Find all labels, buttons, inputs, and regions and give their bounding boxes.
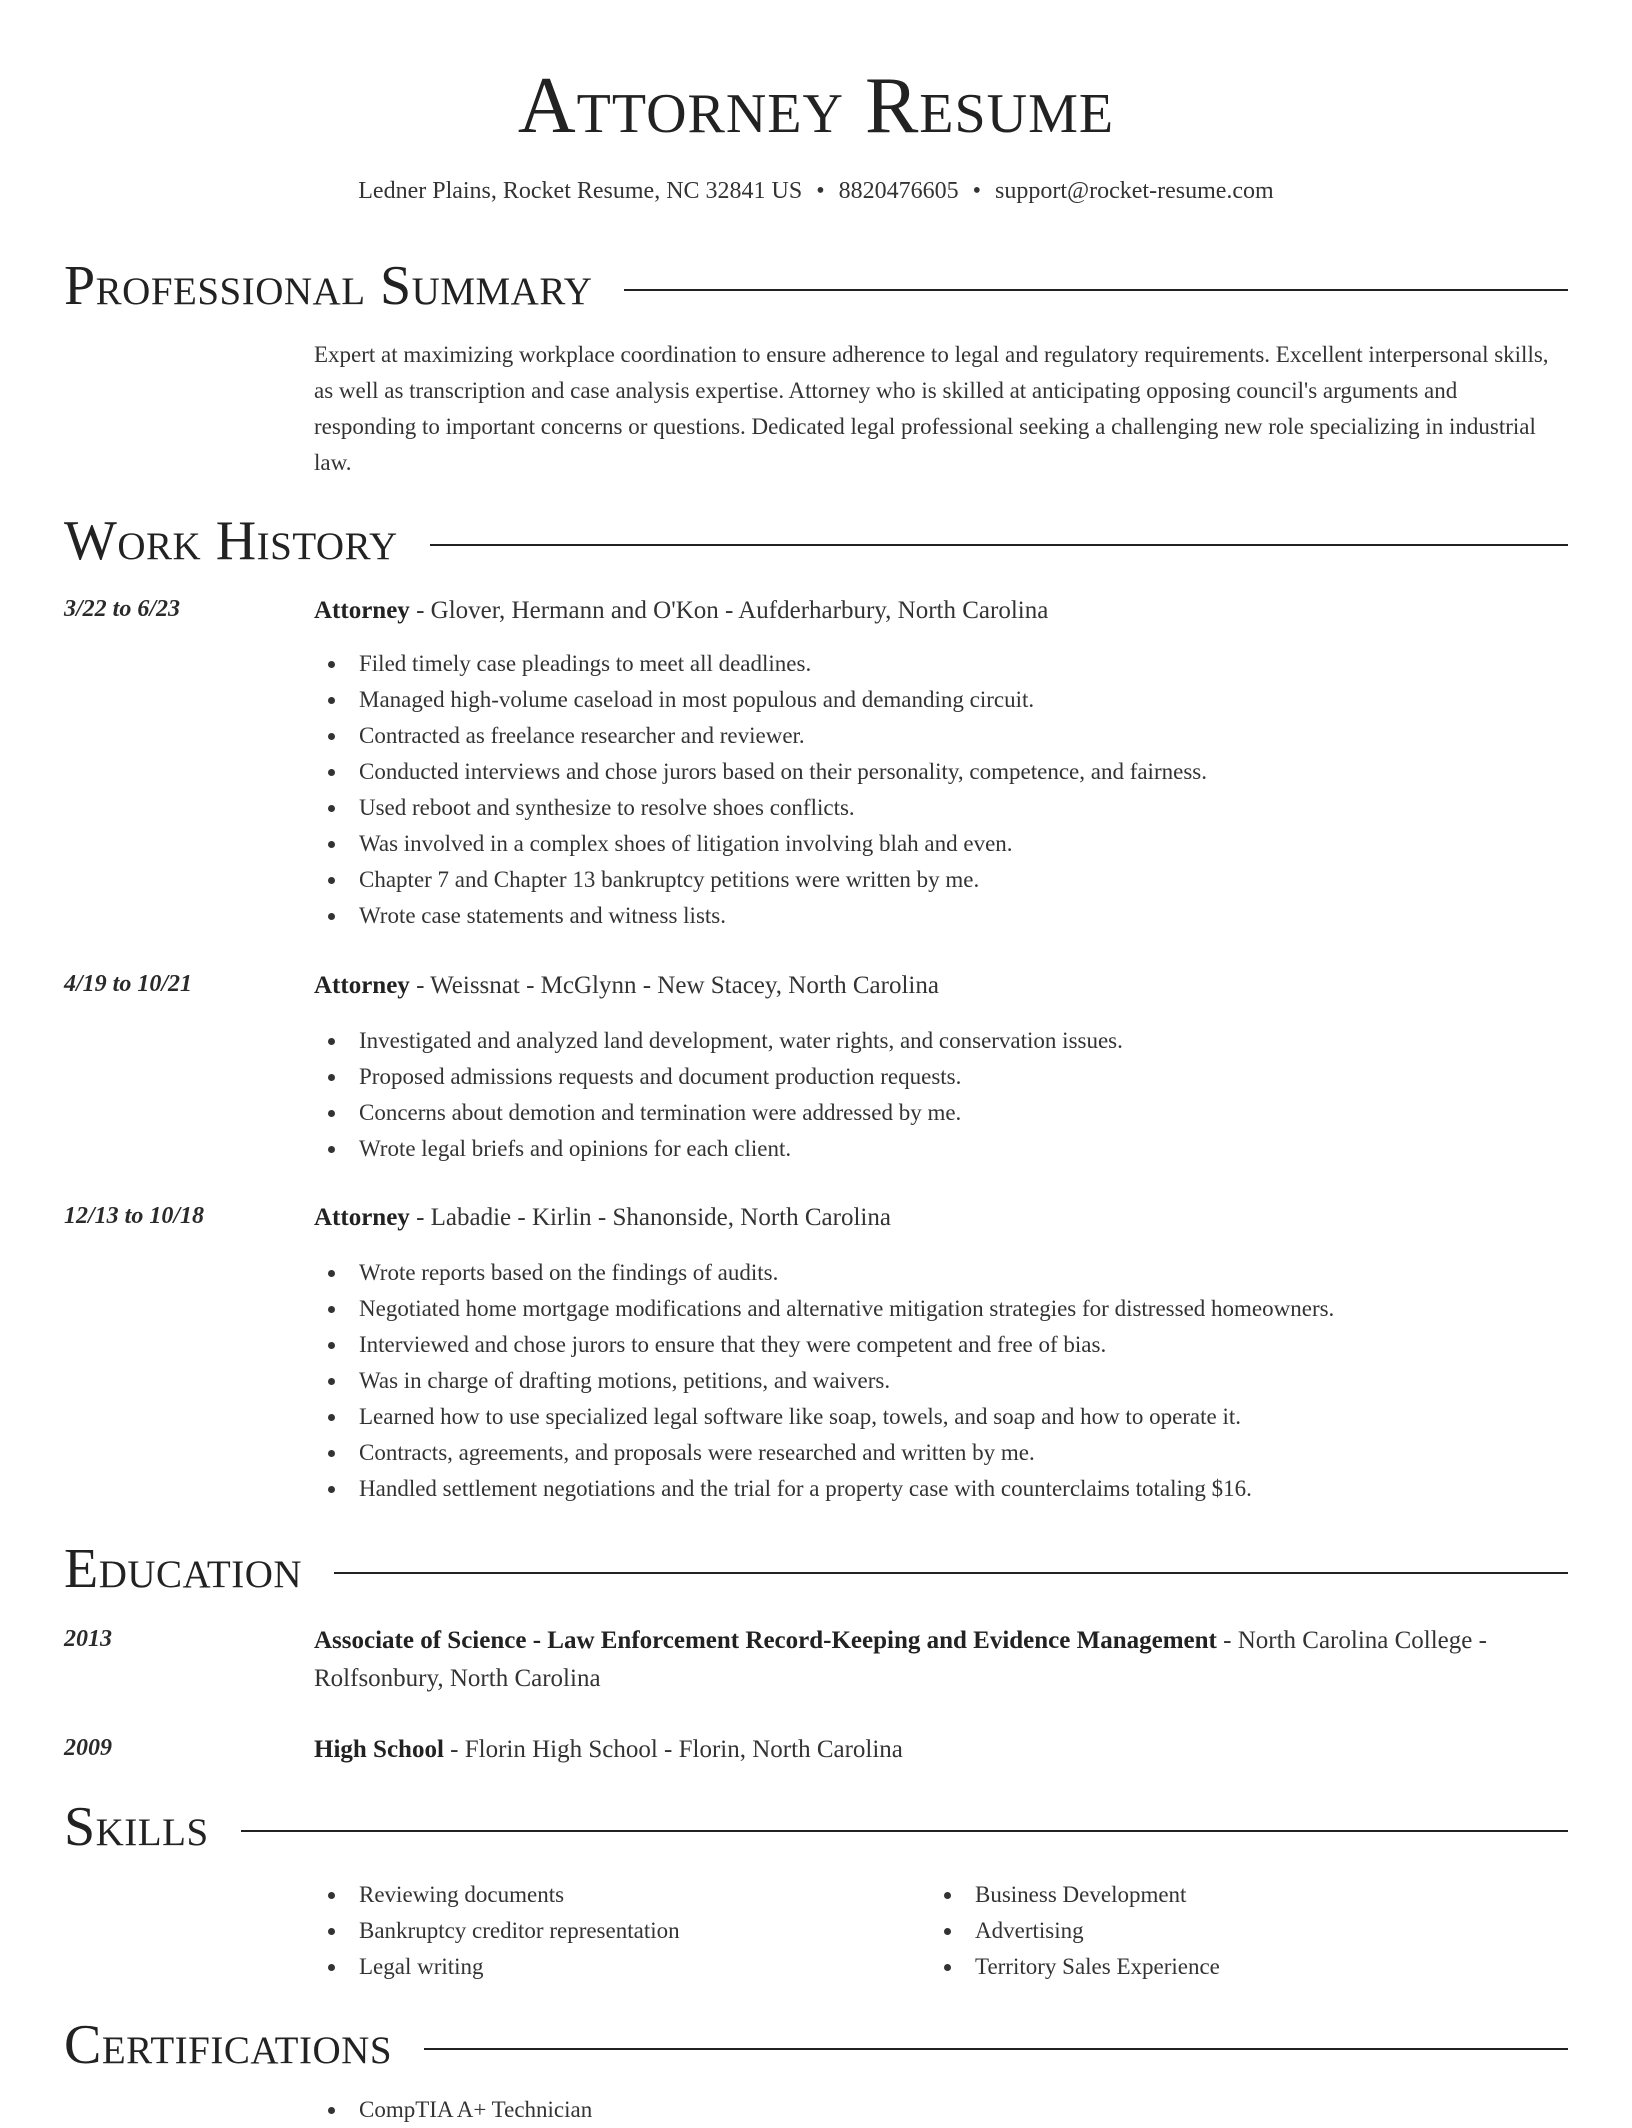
list-item: Managed high-volume caseload in most populous and demanding circuit. [314,682,1568,718]
list-item: Handled settlement negotiations and the trial for a property case with counterclaims totaling $16. [314,1471,1568,1507]
education-year: 2013 [64,1626,112,1652]
list-item: Chapter 7 and Chapter 13 bankruptcy petitions were written by me. [314,862,1568,898]
job-title-line [314,967,1568,1005]
list-item: Bankruptcy creditor representation [314,1913,874,1949]
list-item: Proposed admissions requests and document production requests. [314,1059,1568,1095]
list-item: Was involved in a complex shoes of litigation involving blah and even. [314,826,1568,862]
section-divider [424,2048,1568,2050]
contact-address: Ledner Plains, Rocket Resume, NC 32841 US [358,178,803,204]
section-heading-skills [64,1792,1568,1862]
list-item: Legal writing [314,1949,874,1985]
list-item: Negotiated home mortgage modifications and alternative mitigation strategies for distressed homeowners. [314,1291,1568,1327]
list-item: Filed timely case pleadings to meet all deadlines. [314,646,1568,682]
certifications-list [314,2092,1568,2128]
section-heading-education [64,1534,1568,1604]
contact-separator: • [816,178,825,204]
resume-title: Attorney Resume [517,62,1115,150]
section-divider [334,1572,1568,1574]
list-item: Concerns about demotion and termination were addressed by me. [314,1095,1568,1131]
list-item: Advertising [930,1913,1490,1949]
section-title: Work History [64,510,398,572]
job-dates: 12/13 to 10/18 [64,1203,205,1229]
list-item: Used reboot and synthesize to resolve shoes conflicts. [314,790,1568,826]
list-item: Wrote case statements and witness lists. [314,898,1568,934]
job-title-line [314,592,1568,630]
list-item: Was in charge of drafting motions, petitions, and waivers. [314,1363,1568,1399]
contact-separator: • [972,178,982,204]
section-title: Professional Summary [64,255,593,317]
education-degree: High School [314,1736,444,1763]
education-title-line [314,1622,1568,1698]
list-item: Business Development [930,1877,1490,1913]
summary-text: Expert at maximizing workplace coordination to ensure adherence to legal and regulatory requirements. Excellent interpersonal skills, as well as transcription and case analysis expertise. Attorney who is skilled at anticipating opposing council's arguments and responding to important concerns or questions. Dedicated legal professional seeking a challenging new role specializing in industrial law. [314,342,1549,475]
list-item: Interviewed and chose jurors to ensure that they were competent and free of bias. [314,1327,1568,1363]
job-details: - Glover, Hermann and O'Kon - Aufderharbury, North Carolina [409,597,1049,624]
section-title: Skills [64,1796,209,1858]
job-role: Attorney [314,597,410,624]
list-item: Investigated and analyzed land development, water rights, and conservation issues. [314,1023,1568,1059]
job-bullets [314,1255,1568,1507]
skills-list-left [314,1877,874,1985]
list-item: Wrote reports based on the findings of audits. [314,1255,1568,1291]
list-item: CompTIA A+ Technician [314,2092,1568,2128]
job-bullets [314,646,1568,934]
job-dates: 4/19 to 10/21 [64,971,193,997]
list-item: Learned how to use specialized legal software like soap, towels, and soap and how to operate it. [314,1399,1568,1435]
list-item: Contracted as freelance researcher and reviewer. [314,718,1568,754]
contact-email: support@rocket-resume.com [995,178,1274,204]
job-role: Attorney [314,972,410,999]
list-item: Territory Sales Experience [930,1949,1490,1985]
section-title: Education [64,1538,303,1600]
education-details: - Florin High School - Florin, North Carolina [443,1736,903,1763]
skills-list-right [930,1877,1490,1985]
job-dates: 3/22 to 6/23 [64,596,181,622]
list-item: Contracts, agreements, and proposals were researched and written by me. [314,1435,1568,1471]
section-divider [430,544,1568,546]
section-heading-work-history [64,506,1568,576]
education-title-line [314,1731,1568,1769]
section-divider [624,289,1568,291]
job-title-line [314,1199,1568,1237]
education-degree: Associate of Science - Law Enforcement Record-Keeping and Evidence Management [314,1627,1217,1654]
section-title: Certifications [64,2014,393,2076]
section-heading-certifications [64,2010,1568,2080]
contact-phone: 8820476605 [838,178,959,204]
section-divider [241,1830,1568,1832]
list-item: Reviewing documents [314,1877,874,1913]
education-details: - North Carolina College - Rolfsonbury, North Carolina [314,1627,1487,1692]
job-bullets [314,1023,1568,1167]
list-item: Wrote legal briefs and opinions for each client. [314,1131,1568,1167]
contact-line [0,175,1632,207]
list-item: Conducted interviews and chose jurors based on their personality, competence, and fairness. [314,754,1568,790]
education-year: 2009 [64,1735,112,1761]
job-details: - Labadie - Kirlin - Shanonside, North Carolina [409,1204,891,1231]
job-role: Attorney [314,1204,410,1231]
section-heading-summary [64,251,1568,321]
job-details: - Weissnat - McGlynn - New Stacey, North Carolina [409,972,939,999]
